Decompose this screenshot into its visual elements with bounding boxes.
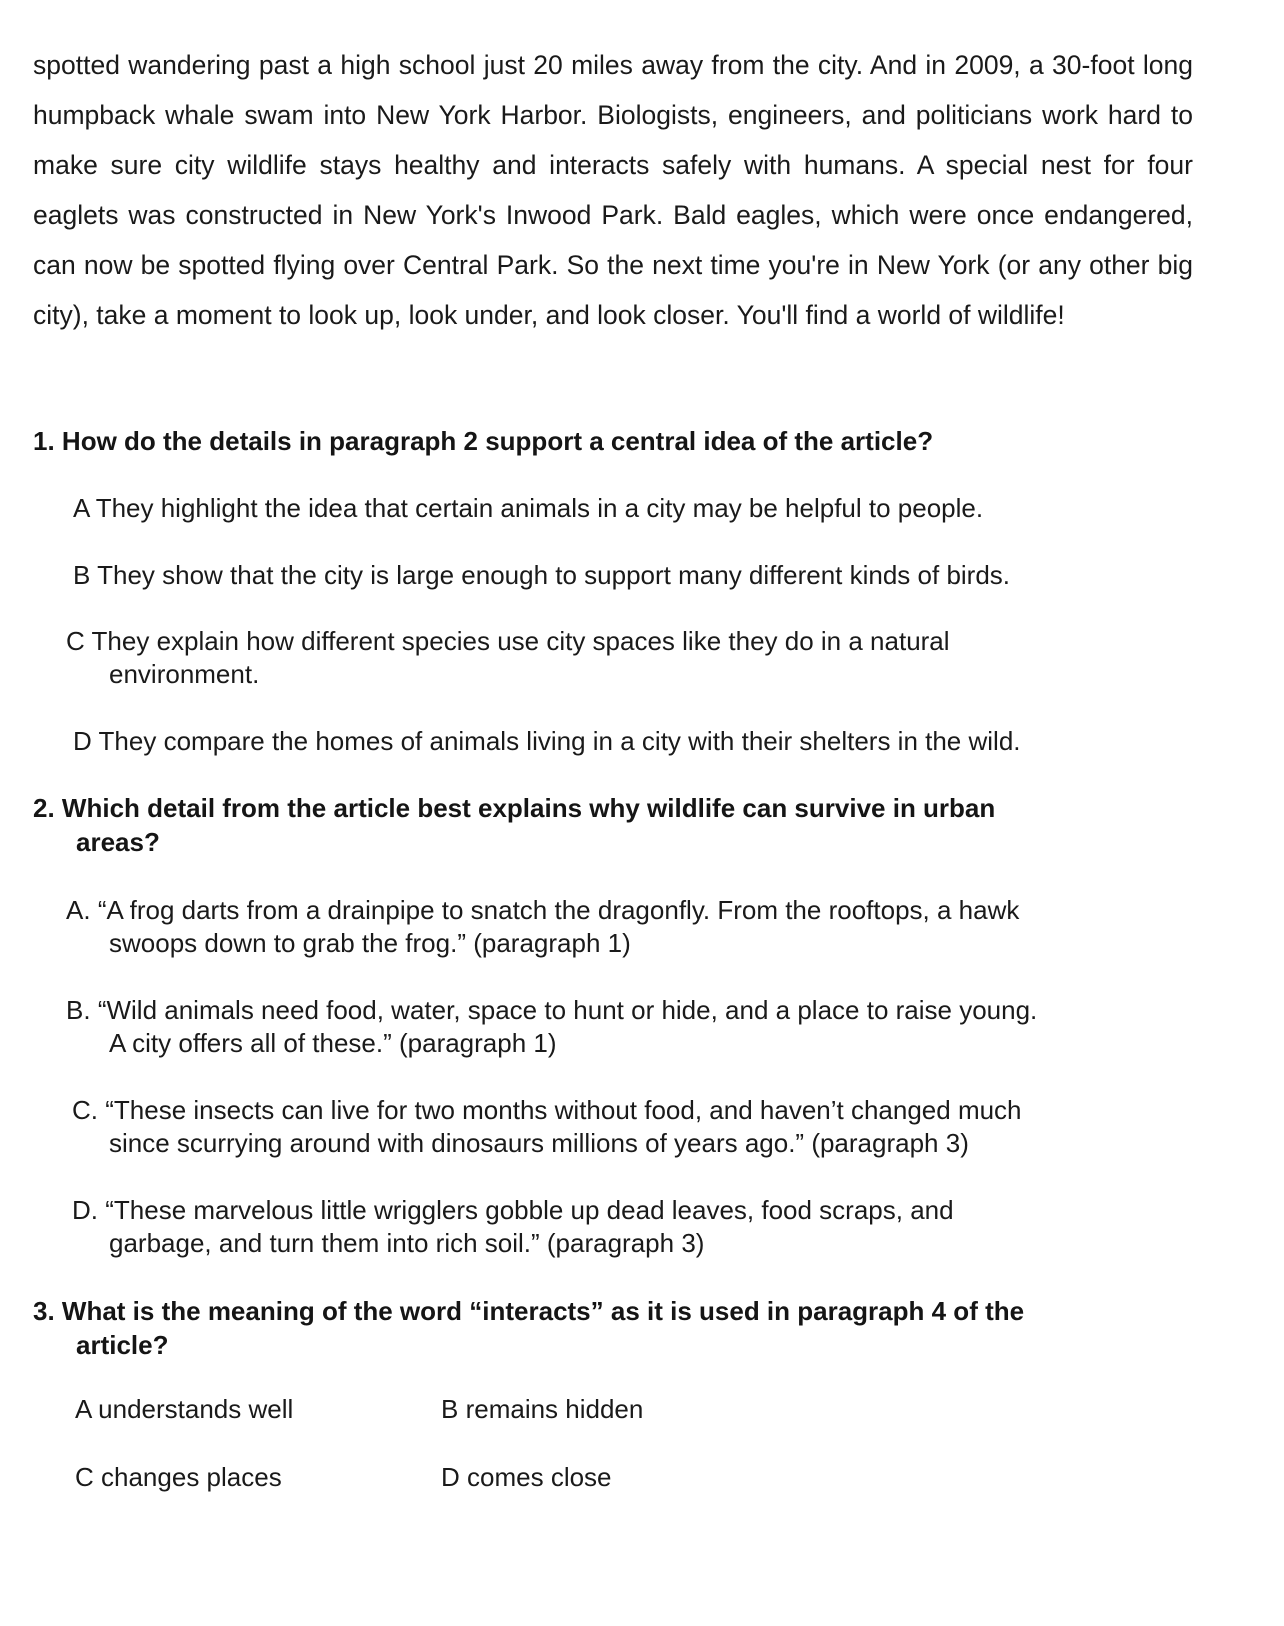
option-letter: A. bbox=[66, 895, 91, 925]
q1-option-b[interactable] bbox=[73, 559, 1010, 592]
question-number: 1. bbox=[33, 426, 55, 456]
option-text-line2: garbage, and turn them into rich soil.” (paragraph 3) bbox=[109, 1228, 705, 1258]
q3-option-a[interactable] bbox=[75, 1393, 293, 1426]
option-letter: B. bbox=[66, 995, 91, 1025]
option-text: They highlight the idea that certain animals in a city may be helpful to people. bbox=[95, 493, 984, 523]
question-1 bbox=[33, 424, 933, 458]
option-text-line2: since scurrying around with dinosaurs millions of years ago.” (paragraph 3) bbox=[109, 1128, 969, 1158]
option-letter: A bbox=[73, 493, 89, 523]
option-letter: B bbox=[441, 1394, 459, 1424]
option-text-line2: environment. bbox=[109, 659, 260, 689]
question-text-line2: areas? bbox=[76, 827, 160, 857]
q2-option-b[interactable] bbox=[66, 994, 1176, 1060]
q3-option-b[interactable] bbox=[441, 1393, 643, 1426]
question-number: 2. bbox=[33, 793, 55, 823]
option-letter: A bbox=[75, 1394, 91, 1424]
option-text-line2: A city offers all of these.” (paragraph 1) bbox=[109, 1028, 557, 1058]
option-letter: C bbox=[66, 626, 85, 656]
option-letter: D bbox=[73, 726, 92, 756]
q2-option-a[interactable] bbox=[66, 894, 1176, 960]
question-3 bbox=[33, 1294, 1183, 1362]
option-letter: D bbox=[441, 1462, 460, 1492]
option-text: understands well bbox=[98, 1394, 294, 1424]
option-text-line2: swoops down to grab the frog.” (paragraph 1) bbox=[109, 928, 631, 958]
option-text: changes places bbox=[101, 1462, 282, 1492]
option-text-line1: “Wild animals need food, water, space to hunt or hide, and a place to raise young. bbox=[97, 995, 1038, 1025]
q2-option-c[interactable] bbox=[72, 1094, 1176, 1160]
question-number: 3. bbox=[33, 1296, 55, 1326]
q1-option-a[interactable] bbox=[73, 492, 983, 525]
q3-option-d[interactable] bbox=[441, 1461, 612, 1494]
question-text: How do the details in paragraph 2 support a central idea of the article? bbox=[61, 426, 934, 456]
option-text: remains hidden bbox=[465, 1394, 644, 1424]
q3-option-c[interactable] bbox=[75, 1461, 282, 1494]
option-letter: D. bbox=[72, 1195, 98, 1225]
option-letter: C. bbox=[72, 1095, 98, 1125]
q1-option-d[interactable] bbox=[73, 725, 1021, 758]
q1-option-c[interactable] bbox=[66, 625, 1166, 691]
option-text-line1: They explain how different species use city spaces like they do in a natural bbox=[91, 626, 950, 656]
question-2 bbox=[33, 791, 1173, 859]
passage-paragraph: spotted wandering past a high school just 20 miles away from the city. And in 2009, a 30-foot long humpback whale swam into New York Harbor. Biologists, engineers, and politicians work hard to make sure city wildlife stays healthy and interacts safely with humans. A special nest for four eaglets was constructed in New York's Inwood Park. Bald eagles, which were once endangered, can now be spotted flying over Central Park. So the next time you're in New York (or any other big city), take a moment to look up, look under, and look closer. You'll find a world of wildlife! bbox=[33, 50, 1193, 330]
option-text-line1: “These insects can live for two months without food, and haven’t changed much bbox=[105, 1095, 1022, 1125]
question-text-line1: Which detail from the article best explains why wildlife can survive in urban bbox=[61, 793, 996, 823]
option-text-line1: “A frog darts from a drainpipe to snatch the dragonfly. From the rooftops, a hawk bbox=[97, 895, 1020, 925]
option-text: They compare the homes of animals living in a city with their shelters in the wild. bbox=[98, 726, 1021, 756]
option-letter: B bbox=[73, 560, 91, 590]
question-text-line2: article? bbox=[76, 1330, 169, 1360]
option-text-line1: “These marvelous little wrigglers gobble up dead leaves, food scraps, and bbox=[105, 1195, 954, 1225]
option-text: They show that the city is large enough to support many different kinds of birds. bbox=[97, 560, 1011, 590]
q2-option-d[interactable] bbox=[72, 1194, 1176, 1260]
question-text-line1: What is the meaning of the word “interacts” as it is used in paragraph 4 of the bbox=[61, 1296, 1025, 1326]
option-text: comes close bbox=[467, 1462, 612, 1492]
option-letter: C bbox=[75, 1462, 94, 1492]
